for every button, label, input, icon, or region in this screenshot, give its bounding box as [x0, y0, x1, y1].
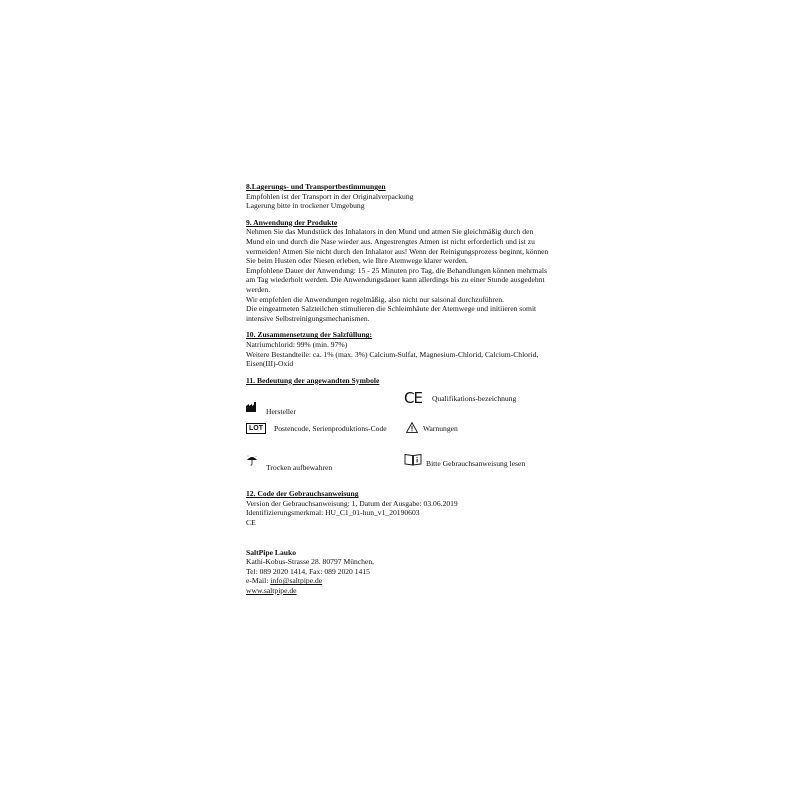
symbol-label: Trocken aufbewahren [266, 463, 333, 473]
text-line: Die eingeatmeten Salzteilchen stimulieren die Schleimhäute der Atemwege und initiieren somit [246, 304, 537, 314]
umbrella-icon [246, 455, 258, 469]
email-line [246, 576, 556, 586]
section-heading: 9. Anwendung der Produkte [246, 217, 338, 227]
email-link[interactable]: info@saltpipe.de [270, 576, 323, 586]
text-line: Eisen(III)-Oxid [246, 359, 294, 369]
symbol-warning [406, 422, 458, 436]
text-line: Sie beim Husten oder Niesen erleben, wie Ihre Atemwege klarer werden. [246, 256, 468, 266]
company-address: Kathi-Kobus-Strasse 28. 80797 München, [246, 557, 375, 567]
text-line: Weitere Bestandteile: ca. 1% (max. 3%) Calcium-Sulfat, Magnesium-Chlorid, Calcium-Chlorid, [246, 349, 539, 359]
symbol-manufacturer [246, 399, 296, 417]
text-line: werden. [246, 284, 271, 294]
symbol-label: Bitte Gebrauchsanweisung lesen [426, 458, 526, 468]
section-composition [246, 330, 556, 368]
text-line: Version der Gebrauchsanweisung: 1, Datum der Ausgabe: 03.06.2019 [246, 498, 458, 508]
section-heading: 12. Code der Gebrauchsanweisung [246, 489, 359, 499]
website-link[interactable]: www.saltpipe.de [246, 586, 297, 596]
email-label: e-Mail: [246, 576, 271, 586]
lot-icon: LOT [246, 423, 266, 434]
ce-mark-icon: CE [404, 389, 422, 408]
text-line: Identifizierungsmerkmal: HU_C1_01-hun_v1_20190603 [246, 508, 420, 518]
section-storage [246, 182, 556, 211]
section-symbols [246, 376, 556, 490]
symbol-lot [246, 423, 387, 434]
text-line: CE [246, 518, 256, 528]
text-line: Empfohlene Dauer der Anwendung: 15 - 25 Minuten pro Tag, die Behandlungen können mehrmals [246, 265, 547, 275]
text-line: Nehmen Sie das Mundstück des Inhalators in den Mund und atmen Sie gleichmäßig durch den [246, 227, 534, 237]
symbol-dry [246, 451, 332, 473]
text-line: intensive Selbstreinigungsmechanismen. [246, 313, 370, 323]
symbol-label: Warnungen [423, 424, 458, 434]
symbol-legend [246, 385, 556, 489]
text-line: vermeiden! Atmen Sie nicht durch den Inhalator aus! Wenn der Reinigungsprozess beginnt, können [246, 246, 549, 256]
section-usage [246, 218, 556, 324]
company-name: SaltPipe Lauko [246, 547, 297, 557]
symbol-label: Postencode, Serienproduktions-Code [274, 423, 387, 433]
contact-block [246, 548, 556, 596]
symbol-ce [404, 391, 516, 406]
section-code [246, 489, 556, 527]
warning-triangle-icon [406, 422, 418, 436]
text-line: am Tag wiederholt werden. Die Anwendungsdauer kann allerdings bis zu einer Stunde ausgedehnt [246, 275, 545, 285]
symbol-manual [404, 453, 525, 469]
instruction-document [246, 182, 556, 596]
text-line: Natriumchlorid: 99% (min. 97%) [246, 339, 348, 349]
symbol-label: Hersteller [266, 407, 296, 417]
text-line: Wir empfehlen die Anwendungen regelmäßig, also nicht nur saisonal durchzuführen. [246, 294, 505, 304]
text-line: Mund ein und durch die Nase wieder aus. Angestrengtes Atmen ist nicht erforderlich und ist zu [246, 236, 535, 246]
text-line: Lagerung bitte in trockener Umgebung [246, 201, 365, 211]
symbol-label: Qualifikations-bezeichnung [431, 393, 517, 403]
instruction-book-icon [404, 453, 422, 469]
section-heading: 11. Bedeutung der angewandten Symbole [246, 375, 380, 385]
company-phone: Tel: 089 2020 1414, Fax: 089 2020 1415 [246, 566, 370, 576]
section-heading: 10. Zusammensetzung der Salzfüllung: [246, 330, 373, 340]
text-line: Empfohlen ist der Transport in der Originalverpackung [246, 191, 414, 201]
factory-icon [246, 402, 258, 415]
section-heading: 8.Lagerungs- und Transportbestimmungen [246, 182, 386, 191]
